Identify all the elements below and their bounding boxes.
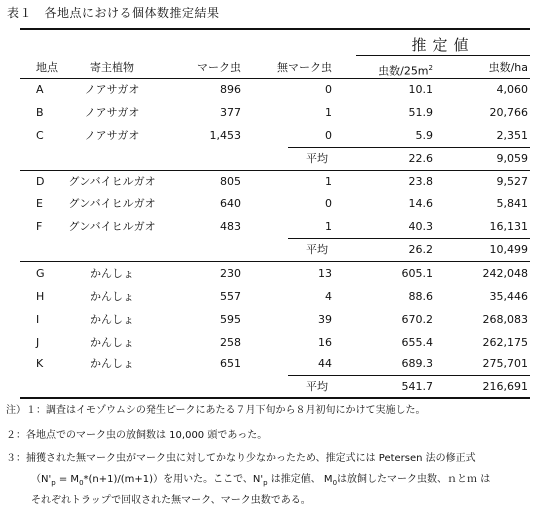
cell-site: G bbox=[36, 267, 45, 280]
cell-perha: 4,060 bbox=[496, 83, 528, 96]
cell-perha: 275,701 bbox=[482, 357, 528, 370]
cell-plant: かんしょ bbox=[90, 313, 134, 326]
cell-marked: 805 bbox=[220, 175, 241, 188]
cell-perha: 35,446 bbox=[489, 290, 528, 303]
header-per25-sup: 2 bbox=[428, 64, 433, 72]
average-top-rule bbox=[288, 147, 530, 148]
cell-perha: 2,351 bbox=[496, 129, 528, 142]
cell-site: F bbox=[36, 220, 43, 233]
cell-unmarked: 1 bbox=[325, 220, 332, 233]
note-3-line-1: ３：捕獲された無マーク虫がマーク虫に対してかなり少なかったため、推定式には Petersen 法の修正式 bbox=[6, 453, 476, 464]
average-per25: 22.6 bbox=[408, 152, 433, 165]
average-label: 平均 bbox=[306, 380, 328, 393]
header-bottom-rule bbox=[20, 78, 530, 79]
cell-plant: グンバイヒルガオ bbox=[68, 220, 156, 233]
formula-sub-0: 0 bbox=[332, 479, 338, 487]
cell-marked: 896 bbox=[220, 83, 241, 96]
cell-site: A bbox=[36, 83, 44, 96]
header-perha: 虫数/ha bbox=[488, 61, 528, 74]
formula-sub-p: p bbox=[263, 479, 268, 487]
average-label: 平均 bbox=[306, 243, 328, 256]
average-perha: 9,059 bbox=[496, 152, 528, 165]
header-plant: 寄主植物 bbox=[90, 61, 134, 74]
average-top-rule bbox=[288, 375, 530, 376]
formula-sub-0: 0 bbox=[79, 479, 84, 487]
group-separator-rule bbox=[20, 261, 530, 262]
cell-per25: 10.1 bbox=[408, 83, 433, 96]
average-per25: 26.2 bbox=[408, 243, 433, 256]
cell-perha: 262,175 bbox=[482, 336, 528, 349]
note-3-line-2 bbox=[31, 473, 490, 490]
cell-unmarked: 13 bbox=[318, 267, 332, 280]
cell-site: K bbox=[36, 357, 44, 370]
header-marked: マーク虫 bbox=[197, 61, 241, 74]
cell-site: H bbox=[36, 290, 45, 303]
cell-unmarked: 0 bbox=[325, 197, 332, 210]
formula-sub-p: p bbox=[51, 479, 56, 487]
cell-plant: かんしょ bbox=[90, 357, 134, 370]
cell-per25: 670.2 bbox=[401, 313, 433, 326]
note-3-line-3: それぞれトラップで回収された無マーク、マーク虫数である。 bbox=[31, 495, 311, 506]
cell-per25: 605.1 bbox=[401, 267, 433, 280]
cell-marked: 483 bbox=[220, 220, 241, 233]
cell-plant: ノアサガオ bbox=[84, 106, 140, 119]
average-per25: 541.7 bbox=[401, 380, 433, 393]
cell-site: D bbox=[36, 175, 45, 188]
average-top-rule bbox=[288, 238, 530, 239]
cell-marked: 230 bbox=[220, 267, 241, 280]
cell-site: C bbox=[36, 129, 44, 142]
table-title: 表１ 各地点における個体数推定結果 bbox=[7, 6, 220, 20]
cell-perha: 20,766 bbox=[489, 106, 528, 119]
formula-part: は推定値、 M bbox=[267, 474, 333, 485]
cell-perha: 5,841 bbox=[496, 197, 528, 210]
cell-marked: 377 bbox=[220, 106, 241, 119]
header-per25 bbox=[378, 61, 433, 79]
cell-per25: 689.3 bbox=[401, 357, 433, 370]
cell-per25: 23.8 bbox=[408, 175, 433, 188]
formula-part: *(n+1)/(m+1)）を用いた。ここで、N' bbox=[83, 474, 264, 485]
header-per25-text: 虫数/25m bbox=[378, 64, 429, 78]
cell-unmarked: 39 bbox=[318, 313, 332, 326]
cell-unmarked: 1 bbox=[325, 175, 332, 188]
cell-site: E bbox=[36, 197, 43, 210]
note-1: 注）１：調査はイモゾウムシの発生ピークにあたる７月下旬から８月初旬にかけて実施した。 bbox=[6, 405, 426, 416]
estimate-group-header: 推定値 bbox=[411, 36, 475, 54]
cell-per25: 5.9 bbox=[415, 129, 433, 142]
cell-perha: 242,048 bbox=[482, 267, 528, 280]
cell-per25: 14.6 bbox=[408, 197, 433, 210]
cell-unmarked: 0 bbox=[325, 129, 332, 142]
cell-marked: 640 bbox=[220, 197, 241, 210]
formula-part: は放飼したマーク虫数、ｎとｍ は bbox=[337, 474, 491, 485]
cell-marked: 651 bbox=[220, 357, 241, 370]
cell-marked: 258 bbox=[220, 336, 241, 349]
cell-marked: 557 bbox=[220, 290, 241, 303]
cell-perha: 9,527 bbox=[496, 175, 528, 188]
formula-part: = M bbox=[55, 474, 80, 485]
cell-plant: グンバイヒルガオ bbox=[68, 197, 156, 210]
cell-site: J bbox=[36, 336, 40, 349]
cell-plant: かんしょ bbox=[90, 336, 134, 349]
cell-site: I bbox=[36, 313, 40, 326]
cell-unmarked: 44 bbox=[318, 357, 332, 370]
cell-perha: 268,083 bbox=[482, 313, 528, 326]
cell-plant: かんしょ bbox=[90, 290, 134, 303]
cell-plant: ノアサガオ bbox=[84, 129, 140, 142]
cell-per25: 655.4 bbox=[401, 336, 433, 349]
table-bottom-rule bbox=[20, 397, 530, 399]
estimate-group-underline bbox=[356, 55, 530, 56]
formula-part: （N' bbox=[31, 474, 52, 485]
note-2: ２：各地点でのマーク虫の放飼数は 10,000 頭であった。 bbox=[6, 430, 268, 441]
table-top-rule bbox=[20, 28, 530, 30]
average-perha: 10,499 bbox=[489, 243, 528, 256]
cell-unmarked: 16 bbox=[318, 336, 332, 349]
average-label: 平均 bbox=[306, 152, 328, 165]
cell-marked: 1,453 bbox=[209, 129, 241, 142]
cell-per25: 51.9 bbox=[408, 106, 433, 119]
cell-marked: 595 bbox=[220, 313, 241, 326]
cell-plant: グンバイヒルガオ bbox=[68, 175, 156, 188]
cell-unmarked: 1 bbox=[325, 106, 332, 119]
cell-plant: かんしょ bbox=[90, 267, 134, 280]
cell-unmarked: 4 bbox=[325, 290, 332, 303]
cell-site: B bbox=[36, 106, 44, 119]
header-unmarked: 無マーク虫 bbox=[277, 61, 332, 74]
average-perha: 216,691 bbox=[482, 380, 528, 393]
cell-per25: 88.6 bbox=[408, 290, 433, 303]
group-separator-rule bbox=[20, 170, 530, 171]
cell-per25: 40.3 bbox=[408, 220, 433, 233]
cell-plant: ノアサガオ bbox=[84, 83, 140, 96]
cell-perha: 16,131 bbox=[489, 220, 528, 233]
header-site: 地点 bbox=[36, 61, 58, 74]
cell-unmarked: 0 bbox=[325, 83, 332, 96]
